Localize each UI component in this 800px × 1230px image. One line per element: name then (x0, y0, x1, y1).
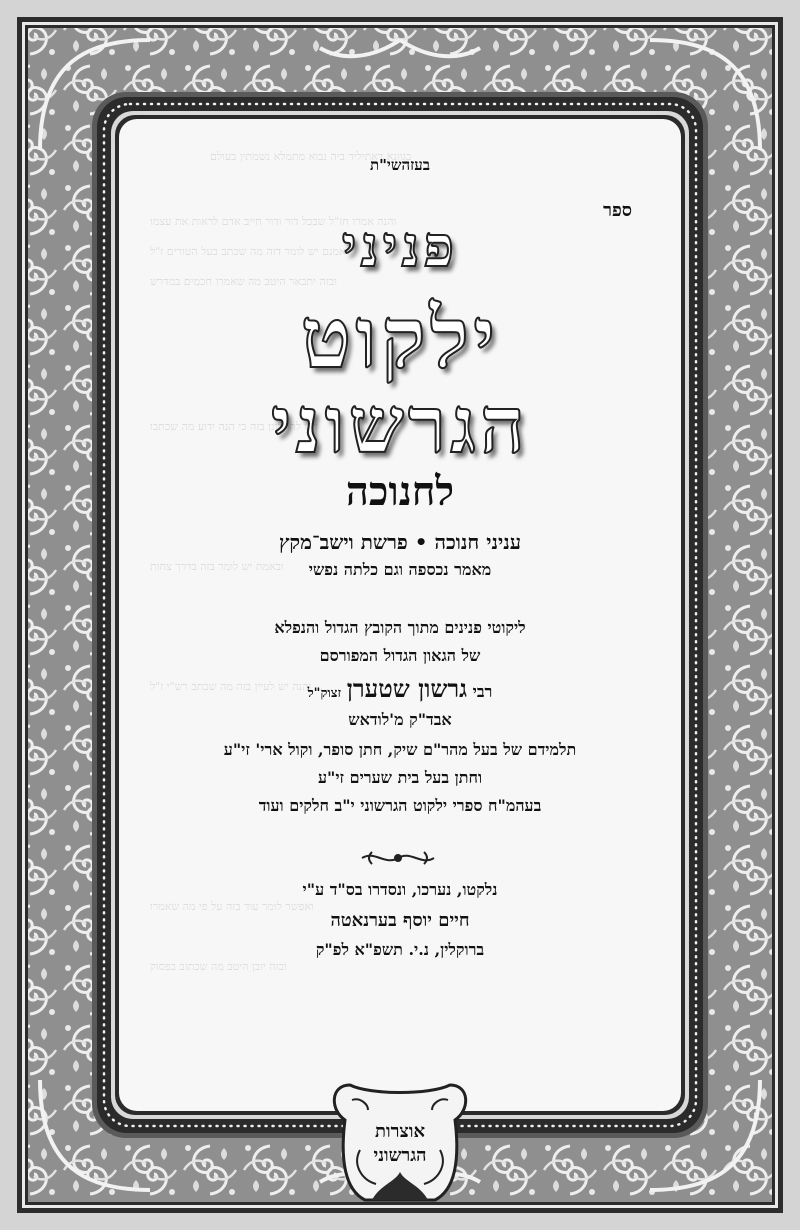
editor-line-1: נלקטו, נערכו, ונסדרו בס"ד ע"י (302, 880, 498, 899)
title-line-3: הגרשוני (271, 380, 529, 471)
topics-line-2: מאמר נכספה וגם כלתה נפשי (308, 560, 492, 579)
title-panel (128, 128, 672, 1110)
title-line-1: פניני (341, 214, 459, 280)
author-line-6: וחתן בעל בית שערים זי"ע (317, 768, 483, 787)
editor-name: חיים יוסף בערנאטה (330, 910, 470, 931)
sefer-label: ספר (603, 200, 632, 221)
author-line-7: בעהמ"ח ספרי ילקוט הגרשוני י"ב חלקים ועוד (258, 796, 542, 815)
topics-line-1: עניני חנוכה • פרשת וישב־מקץ (278, 530, 522, 554)
author-line-2: של הגאון הגדול המפורסם (319, 646, 481, 665)
author-name: גרשון שטערן (346, 674, 468, 703)
title-line-2: ילקוט (300, 288, 500, 387)
book-cover: בגוונא דאתיליד ביה נבוא מתמלא נשמתין בעולם והנה אמרו חז"ל שבכל דור ודור חייב אדם לראות את עצמו אמנם יש לומר דזה מה שכתב בעל הטורים ז"ל ובזה יתבאר היטב מה שאמרו חכמים במדרש ויש להתבונן בזה כי הנה ידוע מה שכתבו ובאמת יש לומר בזה בדרך צחות והנה יש לעיין בזה מה שכתב רש"י ז"ל ואפשר לומר עוד בזה על פי מה שאמרו ובזה יובן היטב מה שכתוב בפסוק בעזהשי"ת ספר פניני ילקוט הגרשוני לחנוכה עניני חנוכה • פרשת וישב־מקץ מאמר נכספה וגם כלתה נפשי ליקוטי פנינים מתוך הקובץ הגדול והנפלא של הגאון הגדול המפורסם רבי גרשון שטערן זצוק"ל אבד"ק מ'לודאש תלמידם של בעל מהר"ם שיק, חתן סופר, וקול ארי' זי"ע וחתן בעל בית שערים זי"ע בעהמ"ח ספרי ילקוט הגרשוני י"ב חלקים ועוד נלקטו, נערכו, ונסדרו בס"ד ע"י חיים יוסף בערנאטה ברוקלין, נ.י. תשפ"א לפ"ק אוצרות הגרשוני (0, 0, 800, 1230)
emblem-line-1: אוצרות (374, 1121, 426, 1142)
author-line-1: ליקוטי פנינים מתוך הקובץ הגדול והנפלא (274, 618, 526, 637)
emblem-line-2: הגרשוני (373, 1145, 427, 1166)
author-prefix: רבי (472, 682, 493, 701)
author-line-4: אבד"ק מ'לודאש (348, 710, 452, 729)
subtitle: לחנוכה (345, 468, 455, 515)
author-line-5: תלמידם של בעל מהר"ם שיק, חתן סופר, וקול ארי' זי"ע (223, 740, 577, 759)
publisher-emblem (340, 1120, 460, 1168)
bsd-header: בעזהשי"ת (369, 156, 431, 174)
editor-place-date: ברוקלין, נ.י. תשפ"א לפ"ק (315, 940, 485, 959)
author-suffix: זצוק"ל (307, 686, 342, 701)
author-name-line (128, 674, 672, 704)
